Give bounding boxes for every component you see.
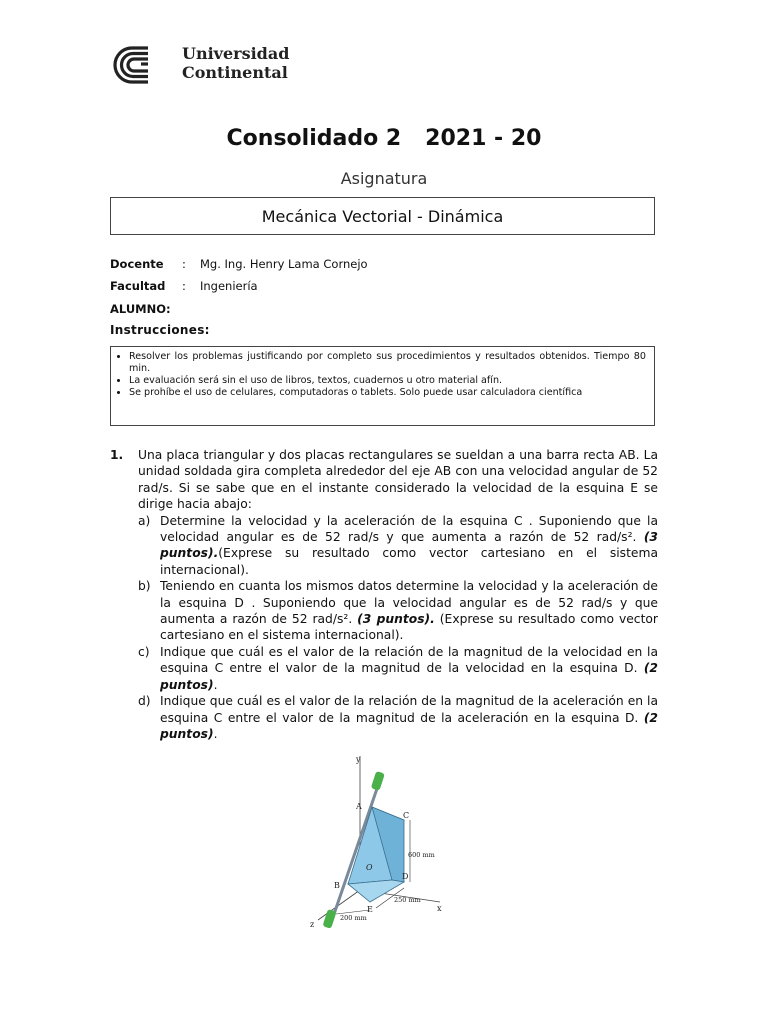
facultad-label: Facultad [110,279,166,293]
item-points: (3 puntos). [357,612,435,627]
subject-label: Asignatura [340,169,428,188]
logo-line-2: Continental [182,63,288,82]
colon: : [182,279,186,293]
logo-line-1: Universidad [182,44,290,63]
item-text: Indique que cuál es el valor de la relación de la magnitud de la aceleración en la esquina C entre el valor de la magnitud de la aceleración en la esquina D. [160,694,658,725]
item-letter: a) [138,513,151,528]
facultad-row [110,279,258,293]
dim-600-label: 600 mm [408,851,435,859]
item-points: (2 puntos) [160,661,658,692]
point-c-label: C [403,811,410,820]
sub-question-a [138,513,658,579]
alumno-label: ALUMNO: [110,302,171,316]
item-letter: b) [138,579,151,594]
point-b-label: B [334,881,340,890]
item-tail: . [213,726,218,741]
problem-statement: Una placa triangular y dos placas rectangulares se sueldan a una barra recta AB. La unidad soldada gira completa alrededor del eje AB con una velocidad angular de 52 rad/s. Si se sabe que en el instante considerado la velocidad de la esquina E se dirige hacia abajo: [138,448,658,512]
top-bearing [371,771,385,791]
item-text: Teniendo en cuanta los mismos datos determine la velocidad y la aceleración de la esquina D . Suponiendo que la velocidad angular es de 52 rad/s y que aumenta a razón de 52 rad/s². [160,579,658,627]
dim-250-label: 250 mm [394,896,421,904]
item-tail: (Exprese su resultado como vector cartesiano en el sistema internacional). [160,546,658,577]
item-points: (3 puntos). [160,530,658,561]
item-text: Determine la velocidad y la aceleración de la esquina C . Suponiendo que la velocidad angular es de 52 rad/s y que aumenta a razón de 52 rad/s². [160,513,658,545]
z-axis-label: z [310,920,315,929]
point-e-label: E [367,905,373,914]
sub-question-c [138,644,658,693]
bottom-bearing [322,909,336,929]
alumno-row [110,302,171,316]
item-tail: . [213,677,218,692]
item-letter: c) [138,644,150,659]
course-title: Mecánica Vectorial - Dinámica [261,206,504,226]
docente-row [110,257,368,271]
sub-question-b [138,578,658,644]
instruction-item: • Se prohíbe el uso de celulares, computadoras o tablets. Solo puede usar calculadora científica [129,387,646,399]
item-text: Indique que cuál es el valor de la relación de la magnitud de la velocidad en la esquina C entre el valor de la magnitud de la velocidad en la esquina D. [160,644,658,676]
docente-value: Mg. Ing. Henry Lama Cornejo [200,257,368,271]
sub-question-d [138,693,658,742]
instructions-title: Instrucciones: [110,323,210,337]
exam-period: 2021 - 20 [425,126,542,151]
y-axis-label: y [356,755,361,764]
logo-wordmark [182,44,289,82]
x-axis-label: x [437,904,442,913]
dim-200-label: 200 mm [340,914,367,922]
item-tail: (Exprese su resultado como vector cartesiano en el sistema internacional). [160,612,658,643]
point-d-label: D [402,872,409,881]
colon: : [182,257,186,271]
problem-figure [300,752,460,930]
instructions-box [110,346,655,426]
docente-label: Docente [110,257,164,271]
facultad-value: Ingeniería [200,279,258,293]
instruction-item: • La evaluación será sin el uso de libros, textos, cuadernos u otro material afín. [129,375,646,387]
exam-title [0,126,768,151]
instruction-item: • Resolver los problemas justificando por completo sus procedimientos y resultados obtenidos. Tiempo 80 min. [129,351,646,375]
exam-name: Consolidado 2 [226,126,402,151]
item-points: (2 puntos) [160,710,658,741]
problem-1 [110,447,658,742]
point-o-label: O [366,863,373,872]
point-a-label: A [356,802,362,811]
course-name [110,197,655,235]
problem-number: 1. [110,448,124,462]
item-letter: d) [138,694,151,709]
